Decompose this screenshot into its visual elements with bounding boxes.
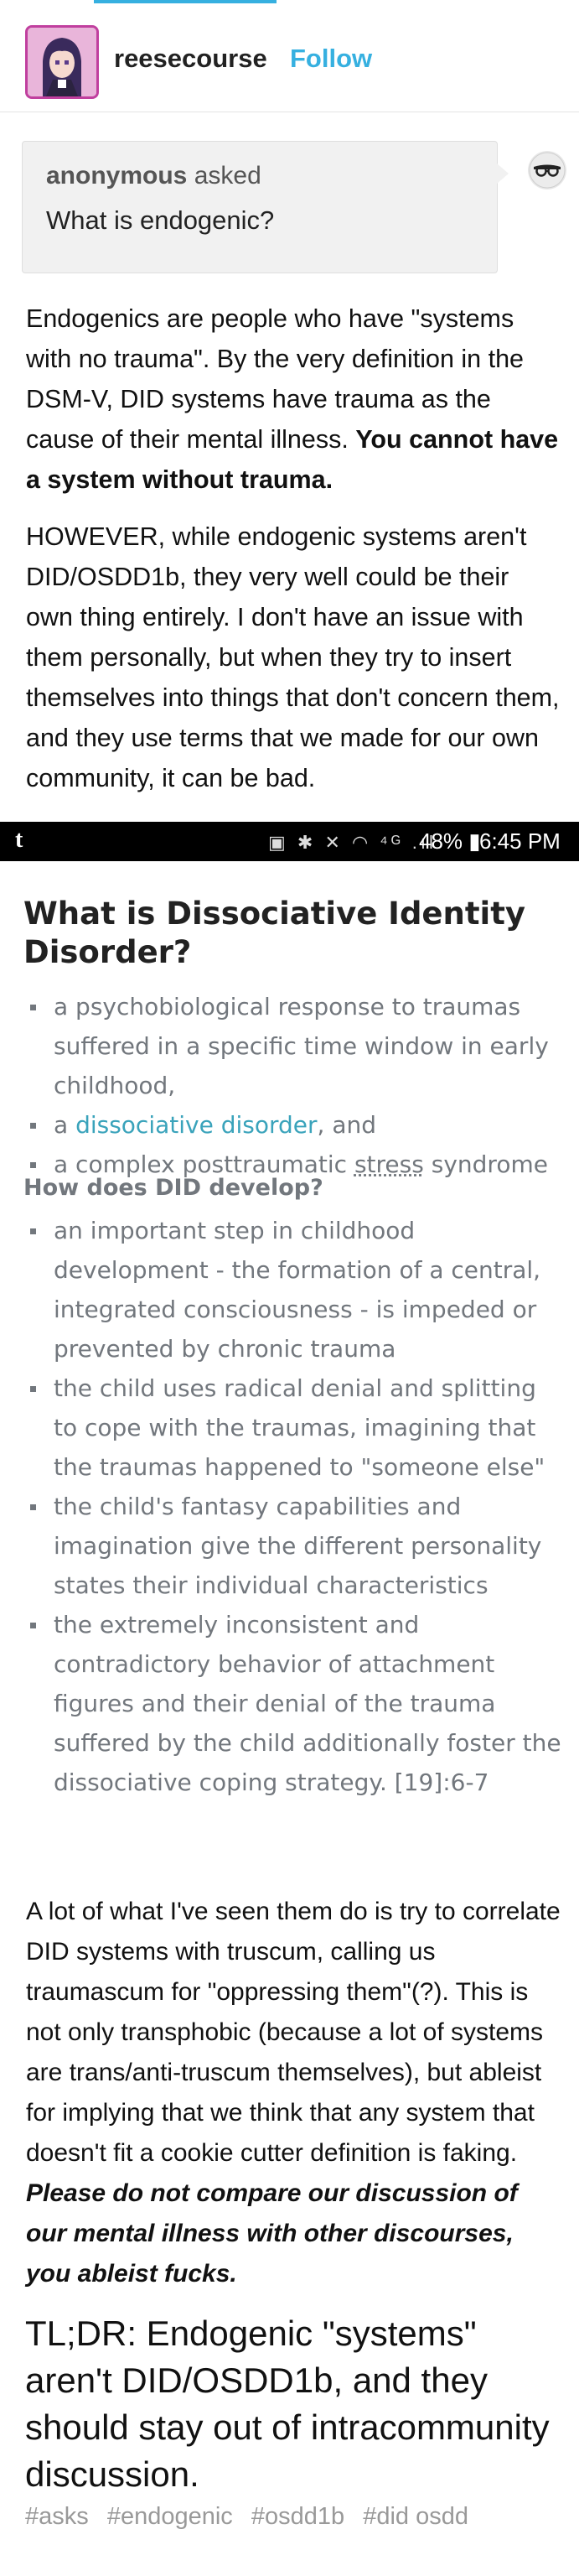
follow-button[interactable]: Follow [290,44,373,73]
answer-paragraph-3 [26,1892,562,2294]
answer-p3-text: A lot of what I've seen them do is try to correlate DID systems with truscum, calling us traumascum for "oppressing them"(?). This is not only transphobic (because a lot of systems are trans/anti-truscum themselves), but ableist for implying that we think that any system that doesn't fit a cookie cutter definition is faking. [26,1898,561,2167]
tag-link[interactable]: #asks [25,2503,89,2530]
wiki-subheading: How does DID develop? [23,1175,323,1201]
post-header [0,5,579,112]
status-time: 6:45 PM [479,828,561,854]
anime-avatar-icon[interactable] [25,25,99,99]
wiki-definition-list [25,987,561,1184]
wiki-title: What is Dissociative Identity Disorder? [23,896,526,970]
dissociative-disorder-link[interactable]: dissociative disorder [75,1111,318,1139]
post-tags [25,2503,570,2531]
answer-p1-text: Endogenics are people who have "systems with no trauma". By the very definition in the DSM-V, DID systems have trauma as the cause of their mental illness. [26,304,525,454]
list-item: the child's fantasy capabilities and imagination give the different personality states their individual characteristics [25,1487,561,1605]
tldr-heading: TL;DR: Endogenic "systems" aren't DID/OSDD1b, and they should stay out of intracommunity discussion. [25,2314,550,2494]
post-username[interactable]: reesecourse [114,44,267,73]
status-icons: ▣ ✱ ✕ ◠ ⁴ᴳ .ıl [268,832,437,853]
list-item-text: , and [317,1111,376,1139]
ask-box [22,141,498,273]
list-item-text: a [54,1111,76,1139]
tag-link[interactable]: #did osdd [363,2503,468,2530]
list-item: a psychobiological response to traumas suffered in a specific time window in early childhood, [25,987,561,1105]
wiki-development-list [25,1211,561,1802]
asked-label: asked [194,162,261,190]
list-item: an important step in childhood development - the formation of a central, integrated consciousness - is impeded or prevented by chronic trauma [25,1211,561,1368]
asker-name[interactable]: anonymous [46,162,188,190]
asker-line [46,162,261,190]
list-item [25,1105,561,1145]
anonymous-avatar-icon [528,151,566,190]
embedded-wiki-screenshot [0,861,579,1820]
answer-paragraph-1 [26,299,562,500]
answer-paragraph-2: HOWEVER, while endogenic systems aren't DID/OSDD1b, they very well could be their own thing entirely. I don't have an issue with them personally, but when they try to insert themselves into things that don't concern them, and they use terms that we made for our own community, it can be bad. [26,522,560,792]
list-item-text: syndrome [423,1150,548,1178]
battery-indicator: 48% ▮ [419,828,481,854]
answer-p1-bold: You cannot have a system without trauma. [26,425,559,494]
list-item-text: a complex posttraumatic [54,1150,354,1178]
list-item: the extremely inconsistent and contradictory behavior of attachment figures and their denial of the trauma suffered by the child additionally foster the dissociative coping strategy. [19]:6-7 [25,1605,561,1802]
ask-question: What is endogenic? [46,205,275,235]
tag-link[interactable]: #endogenic [106,2503,233,2530]
stress-term: stress [354,1150,424,1178]
list-item: the child uses radical denial and splitting to cope with the traumas, imagining that the traumas happened to "someone else" [25,1368,561,1487]
tumblr-logo-icon: t [15,827,23,853]
active-tab-indicator [94,0,277,3]
tag-link[interactable]: #osdd1b [251,2503,345,2530]
embedded-status-bar [0,822,579,861]
answer-p3-italic: Please do not compare our discussion of our mental illness with other discourses, you ableist fucks. [26,2179,518,2288]
